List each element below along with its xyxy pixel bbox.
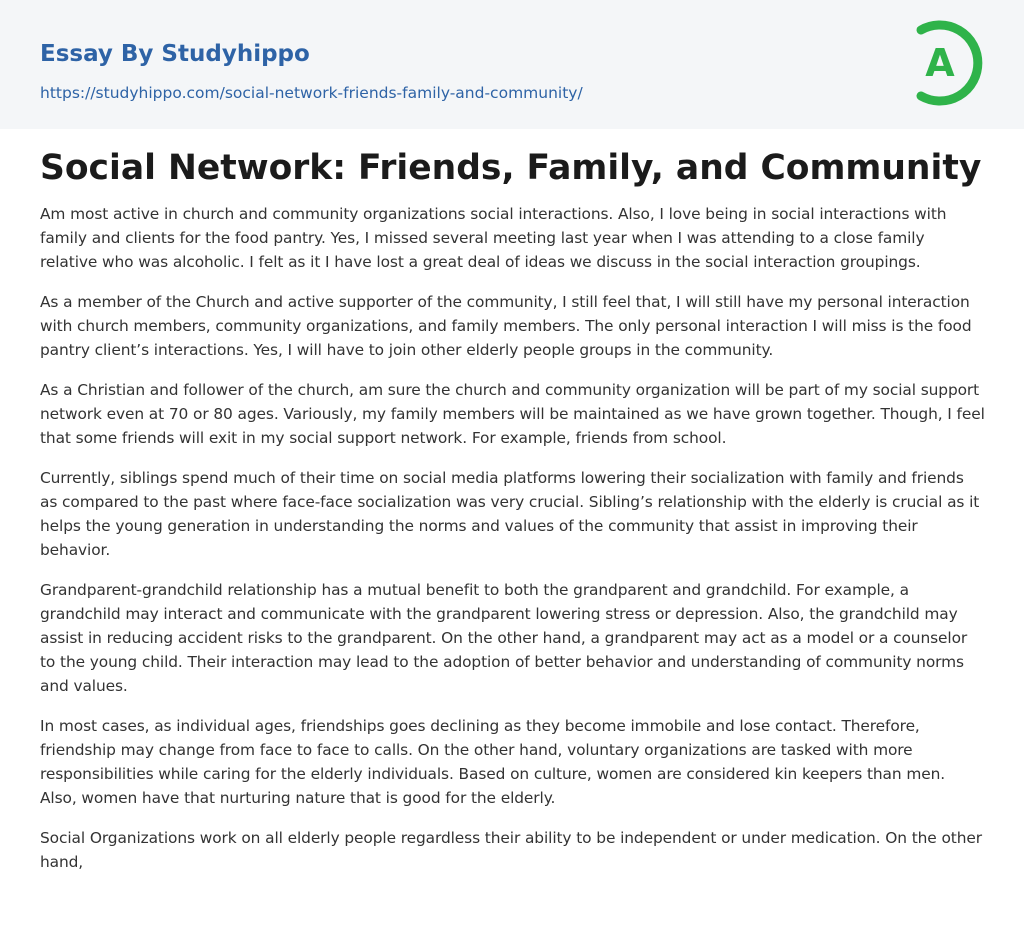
article-paragraph: As a Christian and follower of the church, am sure the church and community organization will be part of my social support network even at 70 or 80 ages. Variously, my family members will be maintained as we have grown together. Though, I feel that some friends will exit in my social support network. For example, friends from school. bbox=[40, 381, 985, 447]
studyhippo-logo-icon[interactable] bbox=[896, 18, 986, 108]
logo-letter: A bbox=[925, 41, 955, 85]
article-paragraph: Grandparent-grandchild relationship has a mutual benefit to both the grandparent and grandchild. For example, a grandchild may interact and communicate with the grandparent lowering stress or depression. Also, the grandchild may assist in reducing accident risks to the grandparent. On the other hand, a grandparent may act as a model or a counselor to the young child. Their interaction may lead to the adoption of better behavior and understanding of community norms and values. bbox=[40, 581, 968, 695]
article bbox=[40, 146, 985, 874]
article-paragraph: Am most active in church and community organizations social interactions. Also, I love being in social interactions with family and clients for the food pantry. Yes, I missed several meeting last year when I was attending to a close family relative who was alcoholic. I felt as it I have lost a great deal of ideas we discuss in the social interaction groupings. bbox=[40, 205, 947, 271]
brand-title[interactable]: Essay By Studyhippo bbox=[40, 41, 310, 67]
article-paragraph: Currently, siblings spend much of their time on social media platforms lowering their socialization with family and friends as compared to the past where face-face socialization was very crucial. Sibling’s relationship with the elderly is crucial as it helps the young generation in understanding the norms and values of the community that assist in improving their behavior. bbox=[40, 469, 980, 559]
article-title: Social Network: Friends, Family, and Community bbox=[40, 148, 982, 188]
article-paragraph: In most cases, as individual ages, friendships goes declining as they become immobile and lose contact. Therefore, friendship may change from face to face to calls. On the other hand, voluntary organizations are tasked with more responsibilities while caring for the elderly individuals. Based on culture, women are considered kin keepers than men. Also, women have that nurturing nature that is good for the elderly. bbox=[40, 717, 946, 807]
article-paragraph: Social Organizations work on all elderly people regardless their ability to be independent or under medication. On the other hand, bbox=[40, 829, 982, 871]
essay-url-link[interactable]: https://studyhippo.com/social-network-friends-family-and-community/ bbox=[40, 84, 583, 102]
article-paragraph: As a member of the Church and active supporter of the community, I still feel that, I will still have my personal interaction with church members, community organizations, and family members. The only personal interaction I will miss is the food pantry client’s interactions. Yes, I will have to join other elderly people groups in the community. bbox=[40, 293, 972, 359]
site-header bbox=[0, 0, 1024, 129]
